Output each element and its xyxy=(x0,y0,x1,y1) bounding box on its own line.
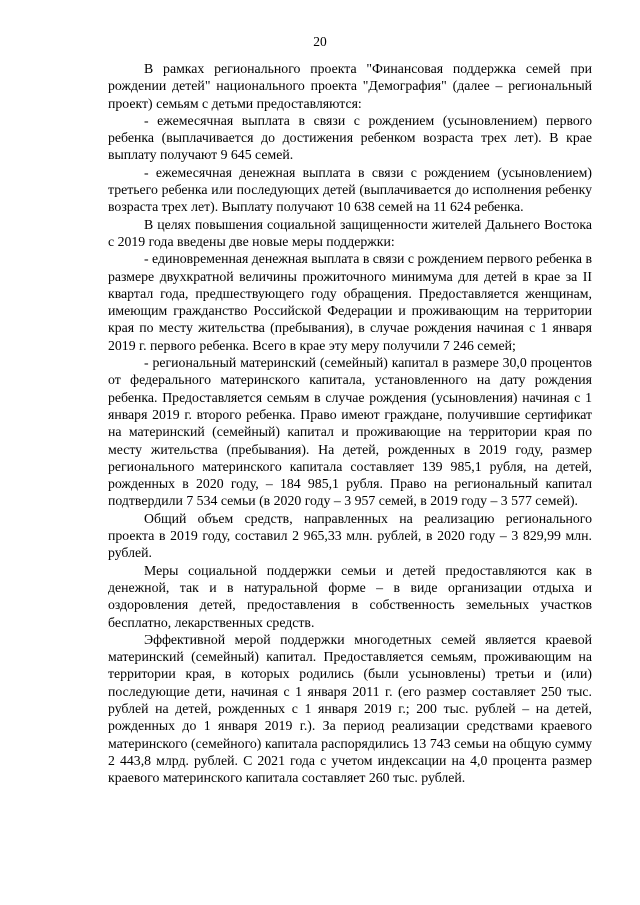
paragraph-support-forms: Меры социальной поддержки семьи и детей предоставляются как в денежной, так и в натуральной форме – в виде организации отдыха и оздоровления детей, предоставления в собственность земельных участков бесплатно, лекарственных средств. xyxy=(108,562,592,630)
page-number: 20 xyxy=(313,34,327,49)
paragraph-far-east-measures: В целях повышения социальной защищенности жителей Дальнего Востока с 2019 года введены две новые меры поддержки: xyxy=(108,216,592,249)
paragraph-regional-project: В рамках регионального проекта "Финансовая поддержка семей при рождении детей" национального проекта "Демография" (далее – региональный проект) семьям с детьми предоставляются: xyxy=(108,61,592,111)
paragraph-lump-sum-payment: - единовременная денежная выплата в связи с рождением первого ребенка в размере двухкратной величины прожиточного минимума для детей в крае за II квартал года, предшествующего году обращения. Предоставляется женщинам, имеющим гражданство Российской Федерации и проживающим на территории края по месту жительства (пребывания), в случае рождения начиная с 1 января 2019 г. первого ребенка. Всего в крае эту меру получили 7 246 семей; xyxy=(108,251,592,353)
document-body xyxy=(108,60,592,786)
paragraph-regional-maternity-capital: - региональный материнский (семейный) капитал в размере 30,0 процентов от федерального материнского капитала, установленного на дату рождения ребенка. Предоставляется семьям в случае рождения (усыновления) начиная с 1 января 2019 г. второго ребенка. Право имеют граждане, получившие сертификат на материнский (семейный) капитал и проживающие на территории края по месту жительства (пребывания). На детей, рожденных в 2019 году, размер регионального материнского капитала составляет 139 985,1 рубля, на детей, рожденных в 2020 году, – 184 985,1 рубля. Право на региональный капитал подтвердили 7 534 семьи (в 2020 году – 3 957 семей, в 2019 году – 3 577 семей). xyxy=(108,355,592,509)
paragraph-total-funding: Общий объем средств, направленных на реализацию регионального проекта в 2019 году, составил 2 965,33 млн. рублей, в 2020 году – 3 829,99 млн. рублей. xyxy=(108,510,592,561)
paragraph-third-child-payment: - ежемесячная денежная выплата в связи с рождением (усыновлением) третьего ребенка или последующих детей (выплачивается до исполнения ребенку возраста трех лет). Выплату получают 10 638 семей на 11 624 ребенка. xyxy=(108,164,592,215)
paragraph-large-family-capital: Эффективной мерой поддержки многодетных семей является краевой материнский (семейный) капитал. Предоставляется семьям, проживающим на территории края, в которых родились (были усыновлены) третьи и (или) последующие дети, начиная с 1 января 2011 г. (его размер составляет 250 тыс. рублей на детей, рожденных с 1 января 2019 г.; 200 тыс. рублей – на детей, рожденных до 1 января 2019 г.). За период реализации средствами краевого материнского (семейного) капитала распорядились 13 743 семьи на общую сумму 2 443,8 млрд. рублей. С 2021 года с учетом индексации на 4,0 процента размер краевого материнского капитала составляет 260 тыс. рублей. xyxy=(108,631,592,786)
paragraph-first-child-payment: - ежемесячная выплата в связи с рождением (усыновлением) первого ребенка (выплачивается до достижения ребенком возраста трех лет). В крае выплату получают 9 645 семей. xyxy=(108,112,592,163)
